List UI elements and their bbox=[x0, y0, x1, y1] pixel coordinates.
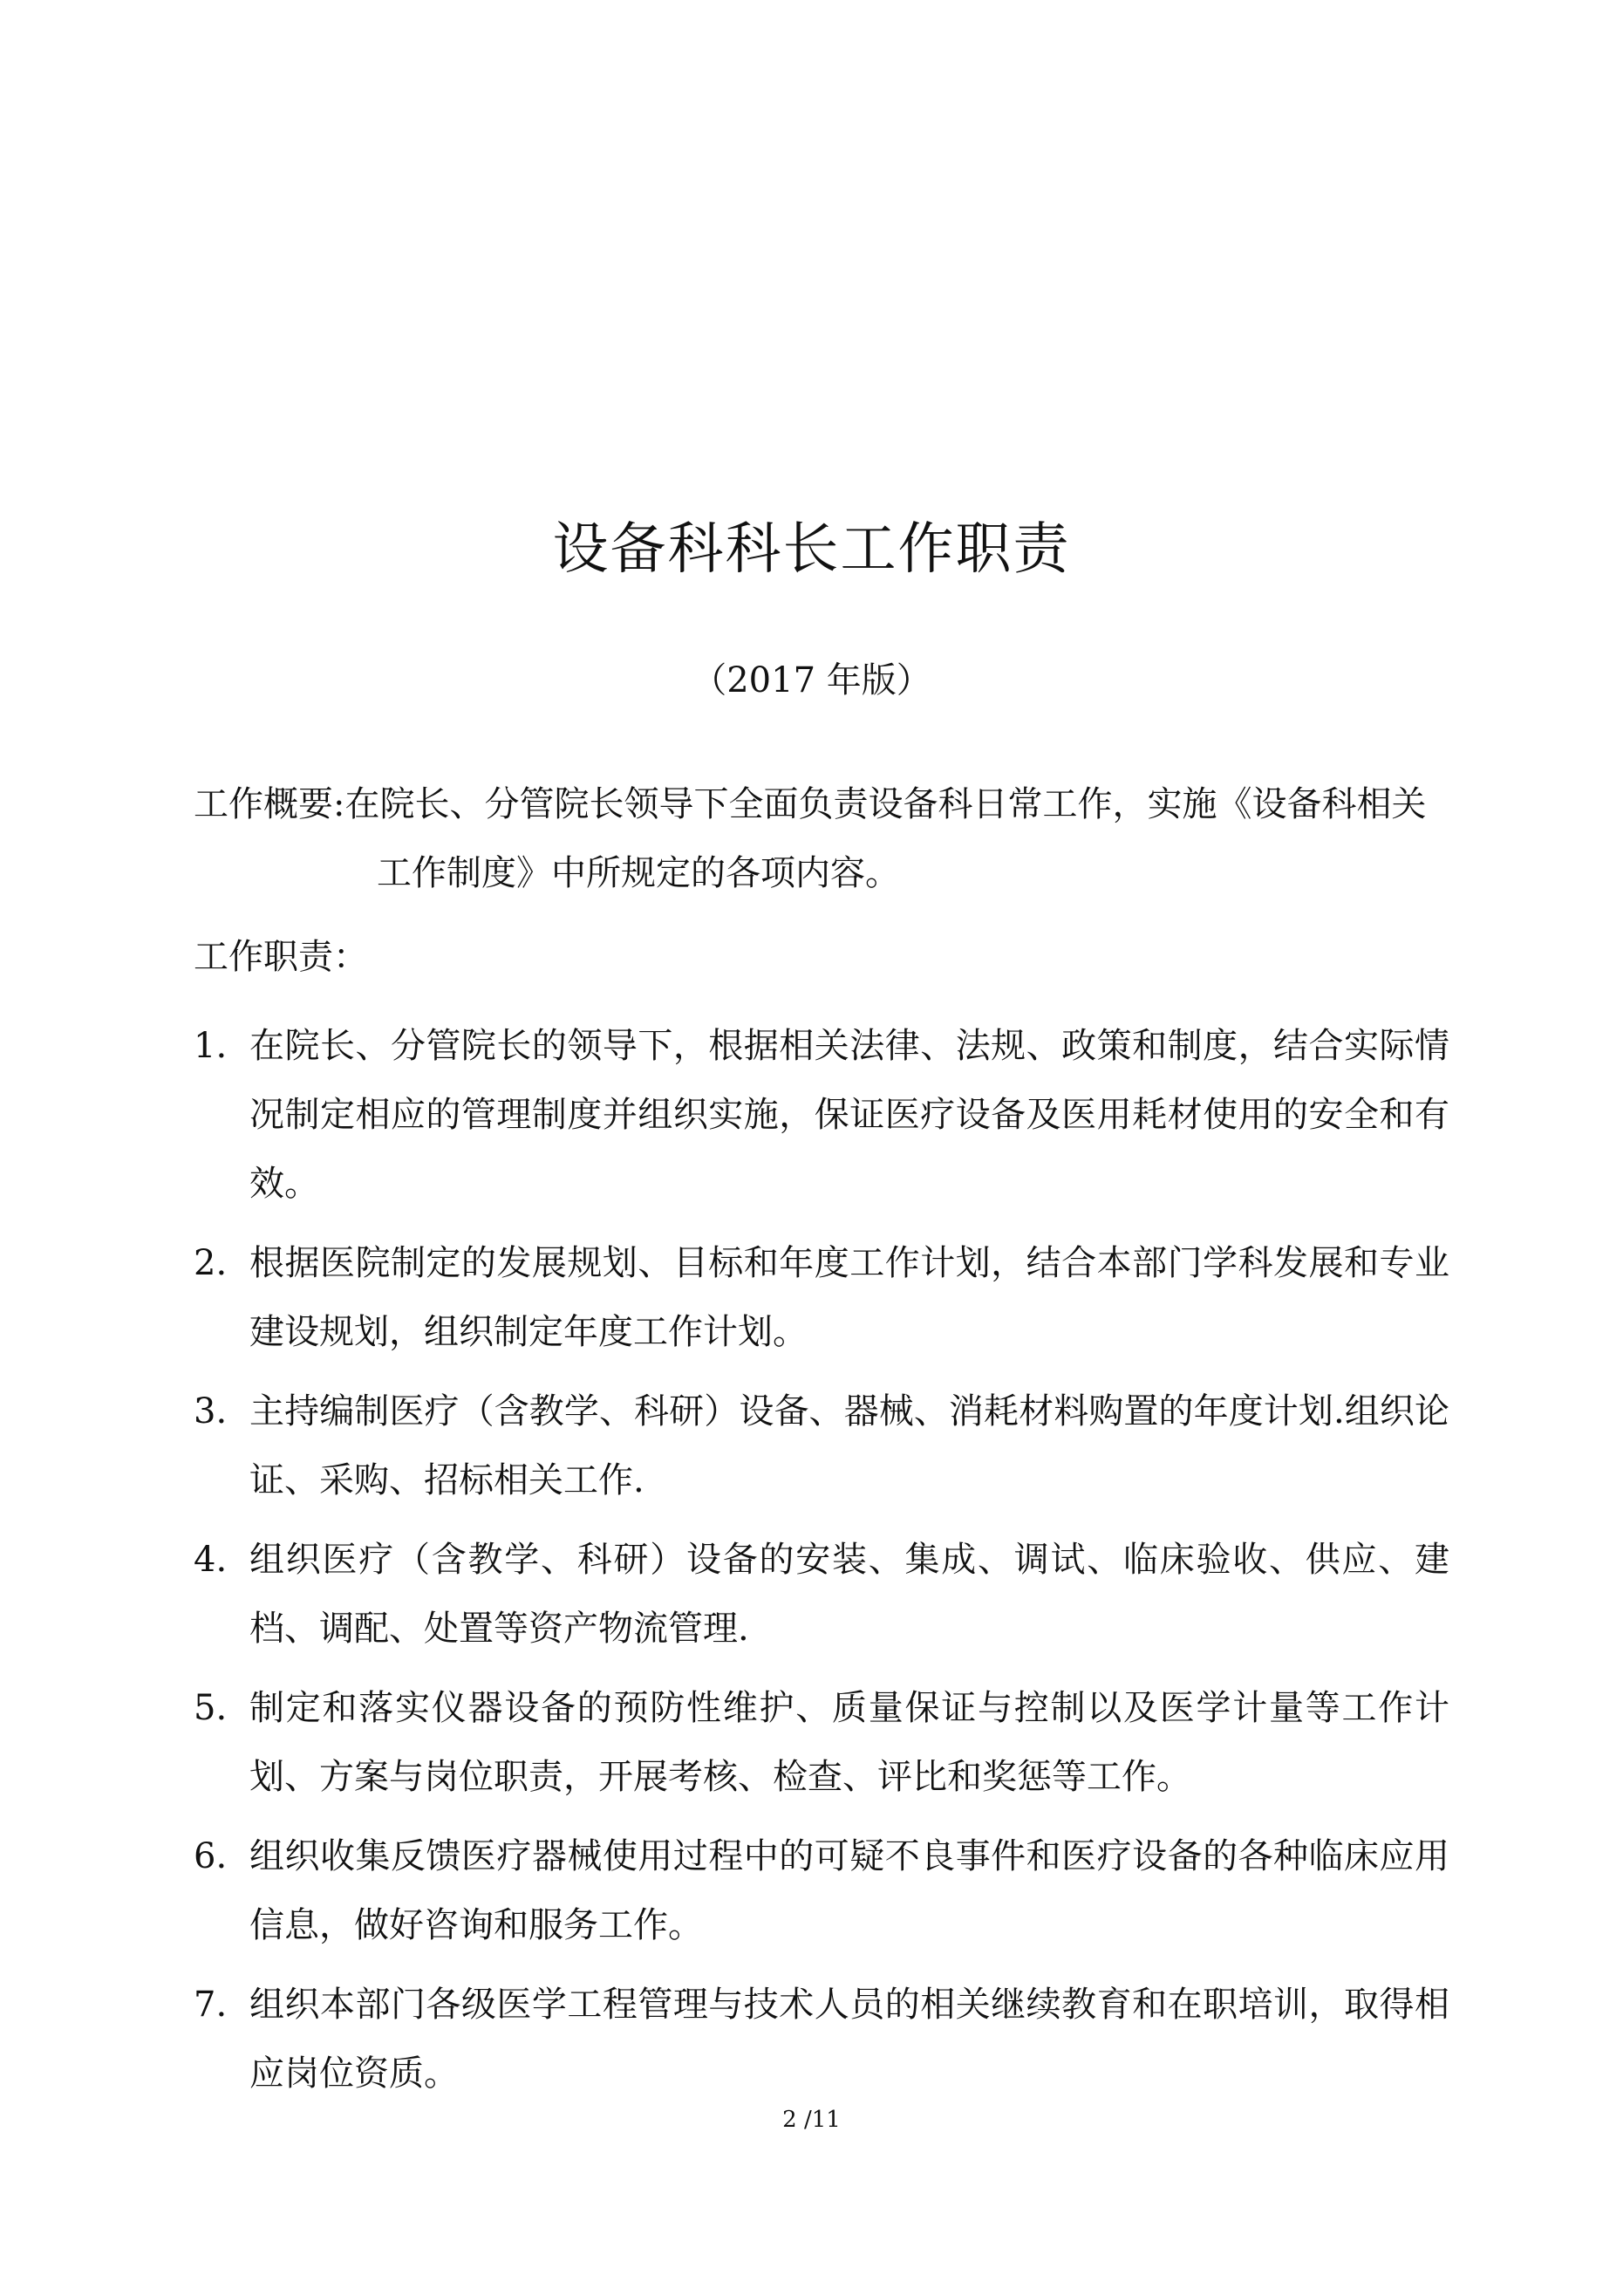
duty-number: 1. bbox=[194, 1026, 228, 1066]
duties-list bbox=[194, 1012, 1449, 2119]
duty-item-7 bbox=[194, 1971, 1449, 2108]
duty-number: 7. bbox=[194, 1985, 228, 2025]
duty-item-1 bbox=[194, 1012, 1449, 1219]
duty-text: 在院长、分管院长的领导下，根据相关法律、法规、政策和制度，结合实际情况制定相应的管理制度并组织实施，保证医疗设备及医用耗材使用的安全和有效。 bbox=[249, 1026, 1449, 1204]
duty-item-4 bbox=[194, 1526, 1449, 1664]
duty-number: 4. bbox=[194, 1540, 228, 1580]
duty-item-5 bbox=[194, 1674, 1449, 1812]
page-number: 2 /11 bbox=[782, 2107, 841, 2133]
duty-text: 制定和落实仪器设备的预防性维护、质量保证与控制以及医学计量等工作计划、方案与岗位职责，开展考核、检查、评比和奖惩等工作。 bbox=[249, 1688, 1449, 1797]
edition-subtitle: （2017 年版） bbox=[692, 660, 931, 700]
overview-paragraph bbox=[194, 770, 1449, 908]
duty-text: 组织医疗（含教学、科研）设备的安装、集成、调试、临床验收、供应、建档、调配、处置等资产物流管理. bbox=[249, 1540, 1449, 1649]
page-title: 设备科科长工作职责 bbox=[552, 517, 1071, 582]
duties-heading: 工作职责： bbox=[194, 937, 368, 977]
duty-text: 主持编制医疗（含教学、科研）设备、器械、消耗材料购置的年度计划.组织论证、采购、招标相关工作. bbox=[249, 1391, 1449, 1500]
duty-number: 6. bbox=[194, 1836, 228, 1876]
duty-item-2 bbox=[194, 1229, 1449, 1367]
duty-number: 2. bbox=[194, 1243, 228, 1283]
duty-number: 3. bbox=[194, 1391, 228, 1432]
duty-item-3 bbox=[194, 1377, 1449, 1515]
duty-text: 根据医院制定的发展规划、目标和年度工作计划，结合本部门学科发展和专业建设规划，组织制定年度工作计划。 bbox=[249, 1243, 1449, 1352]
duty-item-6 bbox=[194, 1822, 1449, 1960]
overview-label: 工作概要: bbox=[194, 784, 345, 824]
overview-section bbox=[194, 770, 1449, 908]
duty-text: 组织本部门各级医学工程管理与技术人员的相关继续教育和在职培训，取得相应岗位资质。 bbox=[249, 1985, 1449, 2094]
duty-number: 5. bbox=[194, 1688, 228, 1728]
overview-text: 在院长、分管院长领导下全面负责设备科日常工作，实施《设备科相关工作制度》中所规定的各项内容。 bbox=[344, 784, 1427, 893]
duty-text: 组织收集反馈医疗器械使用过程中的可疑不良事件和医疗设备的各种临床应用信息，做好咨询和服务工作。 bbox=[249, 1836, 1449, 1945]
